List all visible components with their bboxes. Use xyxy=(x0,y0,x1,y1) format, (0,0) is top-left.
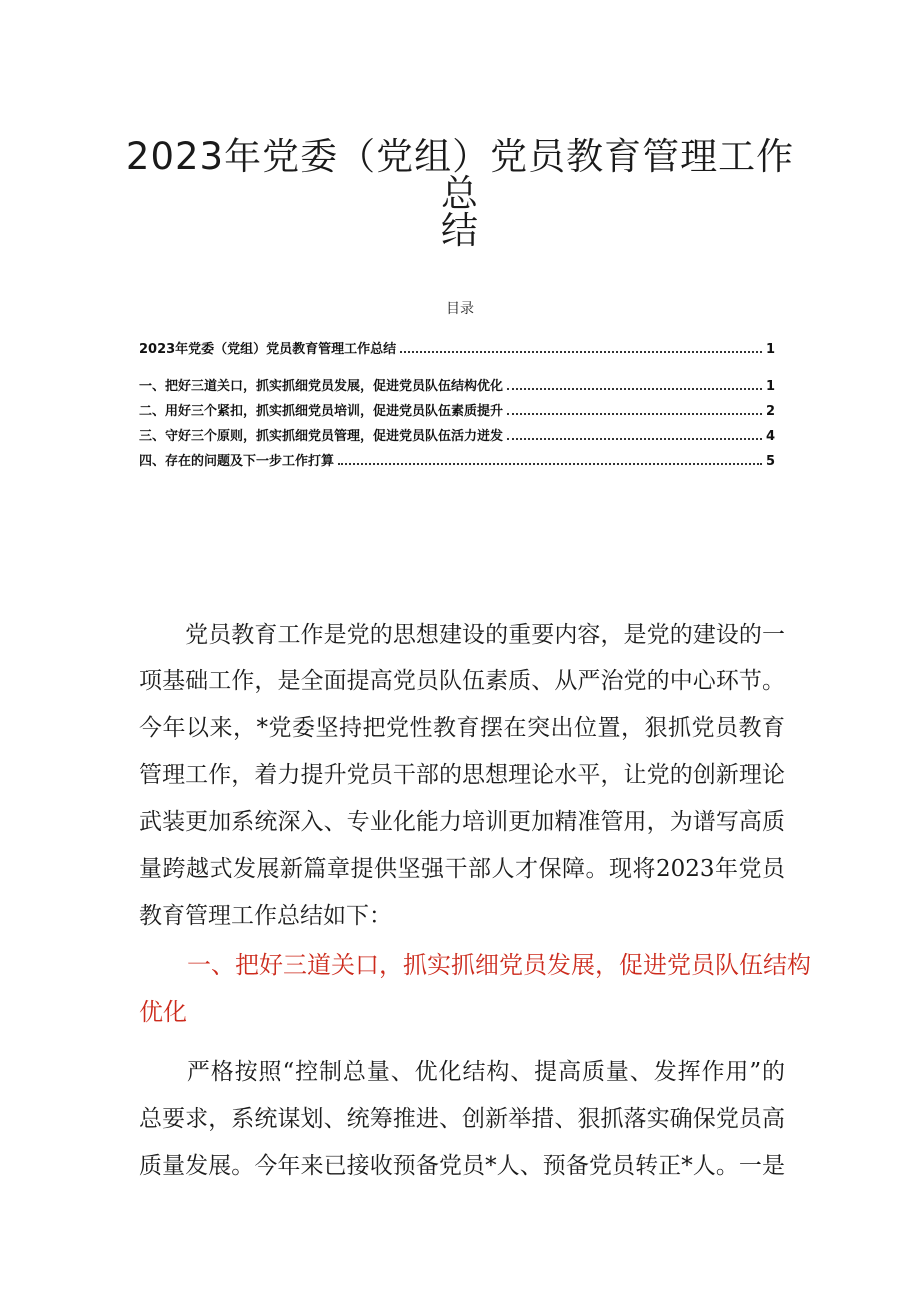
toc-leader-dots xyxy=(507,378,762,390)
toc-entry[interactable] xyxy=(139,375,775,393)
paragraph-line: 党员教育工作是党的思想建设的重要内容，是党的建设的一 xyxy=(139,622,785,648)
section-heading-line: 优化 xyxy=(139,998,187,1026)
toc-entry-page: 4 xyxy=(765,429,775,444)
paragraph-line: 教育管理工作总结如下： xyxy=(139,903,392,929)
document-title-line-1: 2023年党委（党组）党员教育管理工作总 xyxy=(125,135,795,215)
toc-entry-page: 2 xyxy=(765,404,775,419)
toc-entry-text: 四、存在的问题及下一步工作打算 xyxy=(139,454,335,469)
paragraph-line: 今年以来，*党委坚持把党性教育摆在突出位置，狠抓党员教育 xyxy=(139,715,785,741)
toc-leader-dots xyxy=(507,428,762,440)
toc-entry-text: 2023年党委（党组）党员教育管理工作总结 xyxy=(139,342,397,357)
toc-entry[interactable] xyxy=(139,400,775,418)
toc-leader-dots xyxy=(338,453,762,465)
paragraph-line: 量跨越式发展新篇章提供坚强干部人才保障。现将2023年党员 xyxy=(139,856,785,882)
section-heading-line: 一、把好三道关口，抓实抓细党员发展，促进党员队伍结构 xyxy=(139,951,811,979)
toc-entry[interactable] xyxy=(139,338,775,356)
toc-entry-text: 二、用好三个紧扣，抓实抓细党员培训，促进党员队伍素质提升 xyxy=(139,404,504,419)
toc-entry-text: 三、守好三个原则，抓实抓细党员管理，促进党员队伍活力迸发 xyxy=(139,429,504,444)
toc-entry[interactable] xyxy=(139,425,775,443)
toc-entry-page: 1 xyxy=(765,342,775,357)
toc-entry-text: 一、把好三道关口，抓实抓细党员发展，促进党员队伍结构优化 xyxy=(139,379,504,394)
toc-entry-page: 5 xyxy=(765,454,775,469)
paragraph-line: 质量发展。今年来已接收预备党员*人、预备党员转正*人。一是 xyxy=(139,1153,785,1179)
paragraph-line: 武装更加系统深入、专业化能力培训更加精准管用，为谱写高质 xyxy=(139,809,785,835)
paragraph-line: 管理工作，着力提升党员干部的思想理论水平，让党的创新理论 xyxy=(139,762,785,788)
document-title-line-2: 结 xyxy=(441,209,479,252)
toc-leader-dots xyxy=(507,403,762,415)
paragraph-line: 严格按照“控制总量、优化结构、提高质量、发挥作用”的 xyxy=(139,1059,785,1085)
toc-leader-dots xyxy=(400,341,762,353)
paragraph-line: 项基础工作，是全面提高党员队伍素质、从严治党的中心环节。 xyxy=(139,668,785,694)
paragraph-line: 总要求，系统谋划、统筹推进、创新举措、狠抓落实确保党员高 xyxy=(139,1106,785,1132)
toc-entry[interactable] xyxy=(139,450,775,468)
toc-heading: 目录 xyxy=(446,301,474,317)
toc-entry-page: 1 xyxy=(765,379,775,394)
